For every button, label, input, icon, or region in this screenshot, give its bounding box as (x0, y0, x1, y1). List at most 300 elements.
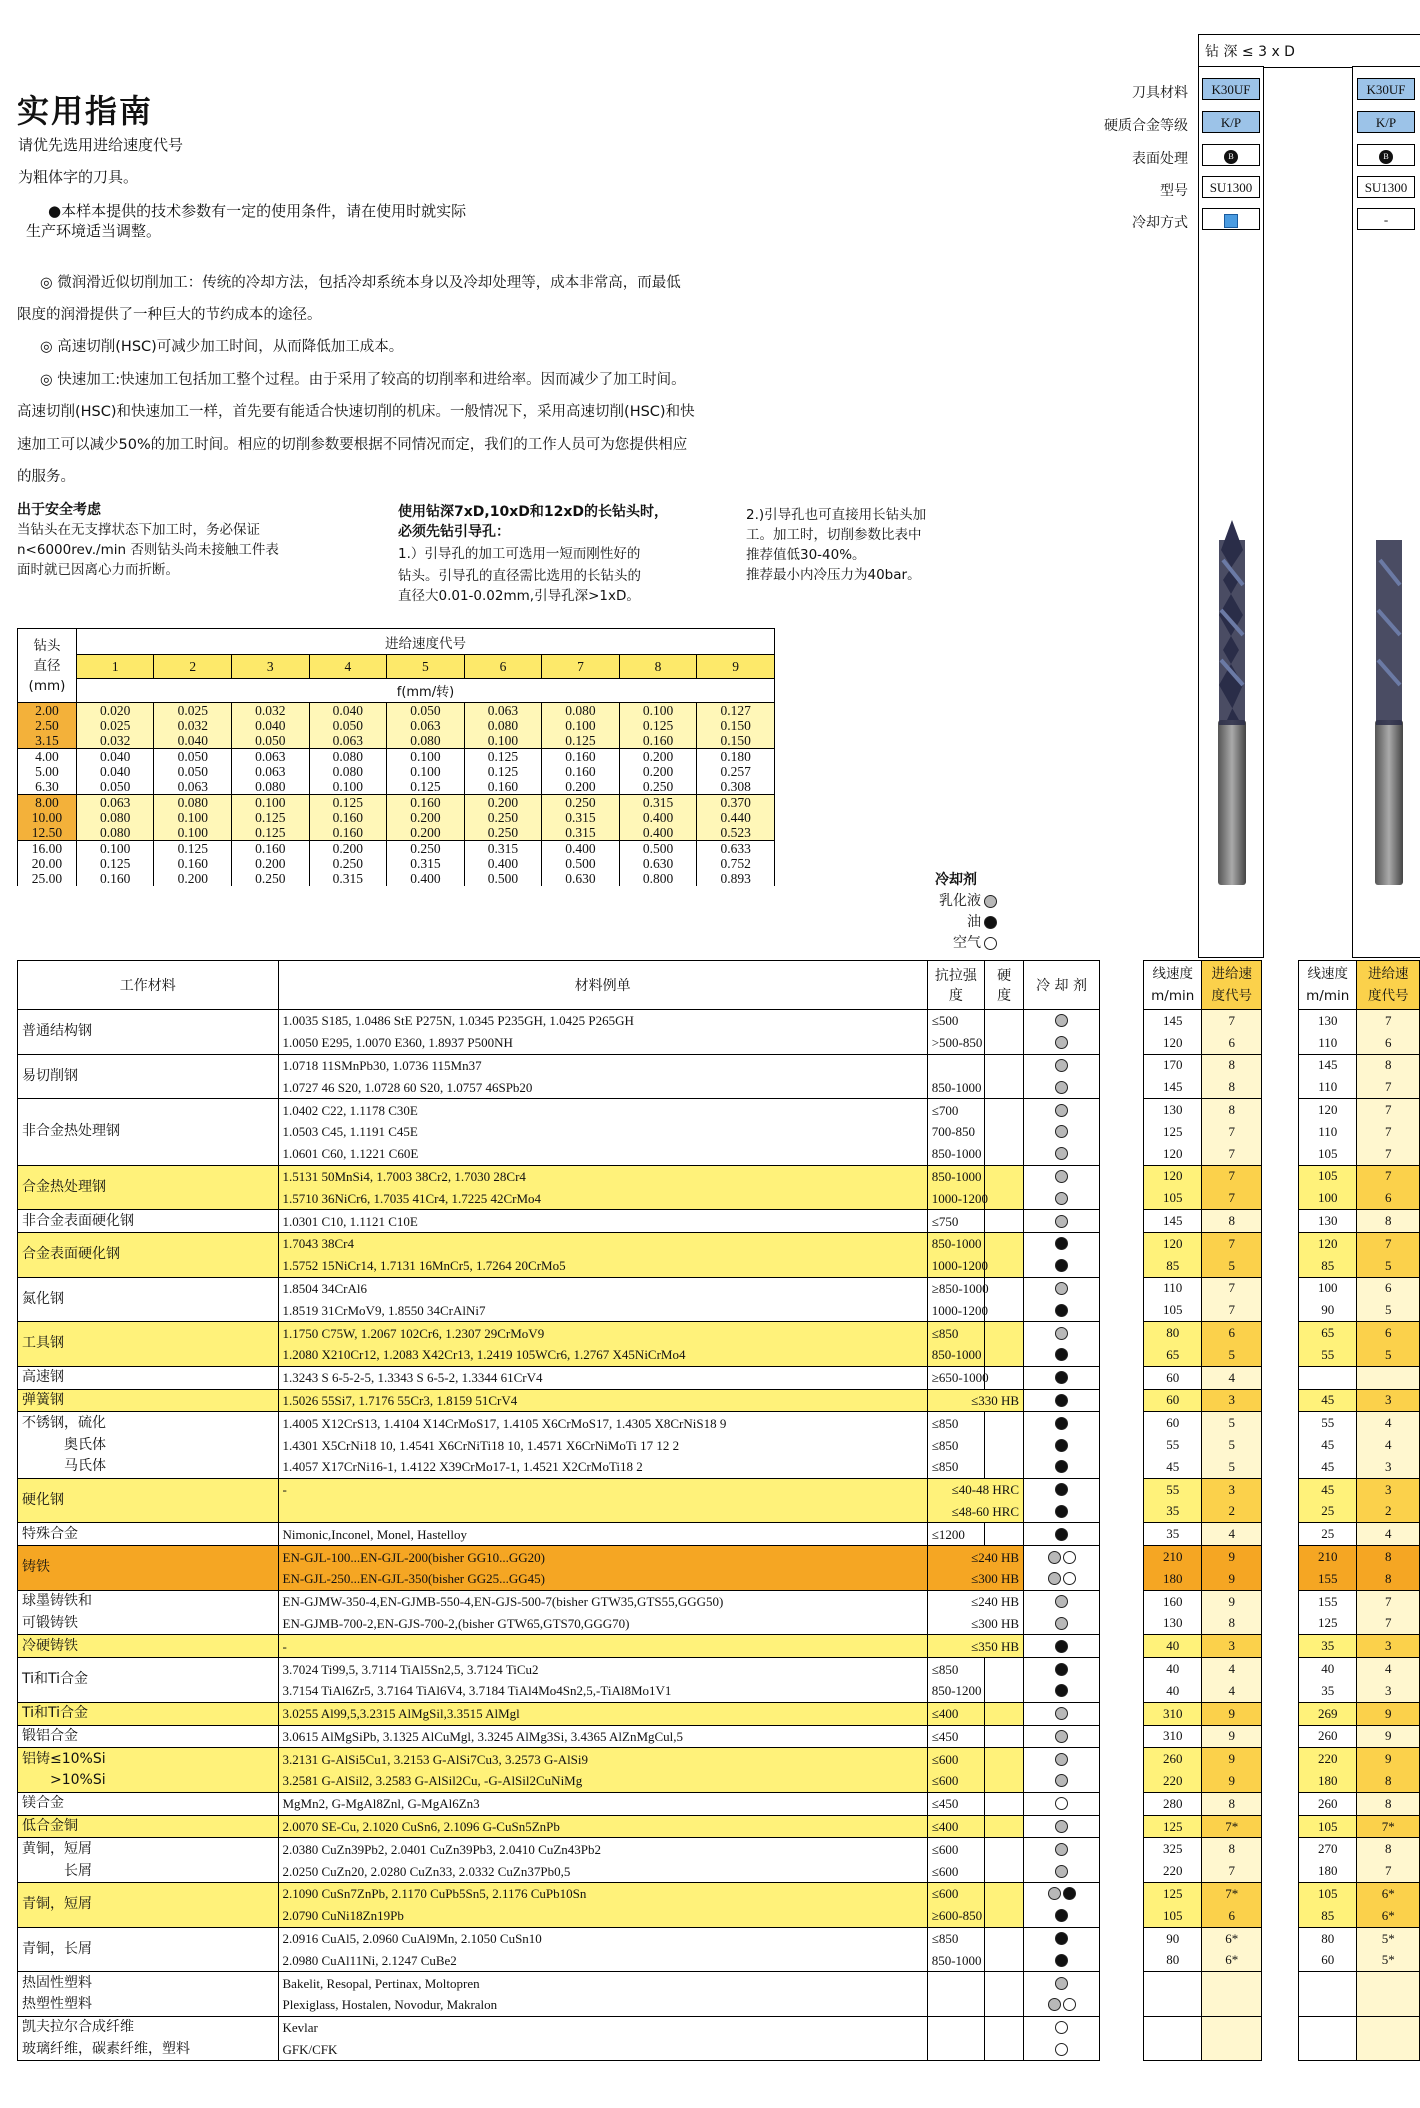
speed-row (1299, 1255, 1420, 1277)
feed-code: 5* (1357, 1949, 1420, 1971)
material-example: 2.0790 CuNi18Zn19Pb (278, 1905, 927, 1927)
material-name: 特殊合金 (18, 1523, 279, 1546)
feed-value-cell: 0.200 (619, 764, 697, 779)
coolant-symbols (1054, 1639, 1069, 1654)
tensile-strength: ≤450 (927, 1725, 984, 1748)
coolant-cell (1024, 2039, 1100, 2061)
speed-row (1144, 1972, 1262, 1994)
table-row (18, 1210, 1100, 1233)
material-name: 易切削钢 (18, 1054, 279, 1099)
cutting-speed: 130 (1299, 1010, 1357, 1032)
speed-row (1299, 1635, 1420, 1658)
hardness (985, 2016, 1024, 2038)
feed-value-cell: 0.630 (542, 871, 620, 886)
feed-code: 7 (1202, 1143, 1262, 1165)
feed-code: 9 (1202, 1568, 1262, 1590)
speed-row (1144, 2039, 1262, 2061)
hardness (985, 1680, 1024, 1702)
cutting-speed: 120 (1299, 1099, 1357, 1121)
hardness (985, 1412, 1024, 1434)
coolant-cell (1024, 1501, 1100, 1523)
feed-value-cell: 0.100 (619, 703, 697, 719)
feed-code: 7 (1357, 1860, 1420, 1882)
cutting-speed: 40 (1144, 1658, 1202, 1680)
feed-value-cell: 0.080 (232, 779, 310, 795)
col-header-coolant: 冷 却 剂 (1024, 961, 1100, 1010)
material-example: 1.5752 15NiCr14, 1.7131 16MnCr5, 1.7264 20CrMo5 (278, 1255, 927, 1277)
oil-dot-icon (1055, 1371, 1068, 1384)
material-name: 马氏体 (18, 1456, 279, 1478)
feed-value-cell: 0.160 (619, 733, 697, 749)
speed-header: 线速度 m/min (1144, 961, 1202, 1010)
coolant-cell (1024, 2016, 1100, 2038)
table-row (18, 1478, 1100, 1500)
tensile-strength: ≤850 (927, 1658, 984, 1680)
coolant-cell (1024, 1032, 1100, 1054)
speed-row (1144, 1523, 1262, 1546)
legend-oil: 油 (935, 912, 997, 933)
material-example: 1.0718 11SMnPb30, 1.0736 115Mn37 (278, 1054, 927, 1076)
feed-code: 7 (1202, 1232, 1262, 1254)
cutting-speed: 45 (1144, 1456, 1202, 1478)
speed-row (1299, 1838, 1420, 1860)
safety-title: 出于安全考虑 (17, 502, 101, 518)
cutting-speed: 105 (1144, 1299, 1202, 1321)
diameter-header: 钻头 直径 (mm) (18, 629, 77, 703)
speed-row (1299, 1322, 1420, 1344)
material-name: 锻铝合金 (18, 1725, 279, 1748)
feed-value-cell: 0.200 (464, 795, 542, 811)
cutting-speed: 80 (1144, 1322, 1202, 1344)
speed-row (1299, 1546, 1420, 1568)
speed-row (1299, 1590, 1420, 1612)
material-name: 合金表面硬化钢 (18, 1232, 279, 1277)
speed-row (1144, 1792, 1262, 1815)
feed-value-cell: 0.080 (76, 825, 154, 841)
coating-b-icon: B (1224, 150, 1238, 164)
feed-code (1357, 2016, 1420, 2038)
feed-code: 7 (1357, 1143, 1420, 1165)
coolant-cell (1024, 1770, 1100, 1792)
feed-value-cell: 0.200 (619, 749, 697, 765)
speed-row (1144, 1590, 1262, 1612)
speed-row (1144, 1456, 1262, 1478)
feed-code: 4 (1202, 1680, 1262, 1702)
speed-row (1299, 1434, 1420, 1456)
spec-label-material: 刀具材料 (1132, 85, 1188, 101)
diameter-cell: 20.00 (18, 856, 77, 871)
coolant-cell (1024, 1927, 1100, 1949)
emulsion-dot-icon (1048, 1998, 1061, 2011)
cutting-speed: 125 (1144, 1815, 1202, 1838)
feed-code: 7 (1357, 1590, 1420, 1612)
feed-value-cell: 0.250 (464, 825, 542, 841)
coolant-symbols (1054, 1303, 1069, 1318)
feed-code: 7 (1202, 1860, 1262, 1882)
feed-code: 3 (1202, 1635, 1262, 1658)
oil-dot-icon (1055, 1439, 1068, 1452)
coolant-symbols (1054, 1370, 1069, 1385)
table-row (18, 1860, 1100, 1882)
speed-row (1144, 1501, 1262, 1523)
speed-row (1144, 1366, 1262, 1389)
cutting-speed: 180 (1144, 1568, 1202, 1590)
speed-row (1299, 1076, 1420, 1098)
hardness (985, 1927, 1024, 1949)
cutting-speed: 105 (1299, 1883, 1357, 1905)
feed-value-cell: 0.080 (76, 810, 154, 825)
cutting-speed: 105 (1144, 1905, 1202, 1927)
feed-value-cell: 0.050 (76, 779, 154, 795)
feed-value-cell: 0.200 (309, 841, 387, 857)
feed-value-cell: 0.250 (309, 856, 387, 871)
feed-code: 6 (1357, 1187, 1420, 1209)
material-example: - (278, 1478, 927, 1500)
feed-value-cell: 0.080 (387, 733, 465, 749)
speed-row (1144, 1389, 1262, 1412)
feed-row (18, 749, 775, 765)
feed-value-cell: 0.308 (697, 779, 775, 795)
table-row (18, 1434, 1100, 1456)
oil-dot-icon (1055, 1932, 1068, 1945)
speed-row (1299, 1010, 1420, 1032)
speed-row (1144, 1210, 1262, 1233)
col-header-hardness: 硬 度 (985, 961, 1024, 1010)
coolant-symbols (1054, 1058, 1069, 1073)
speed-row (1144, 1927, 1262, 1949)
material-example: 1.5710 36NiCr6, 1.7035 41Cr4, 1.7225 42CrMo4 (278, 1187, 927, 1209)
speed-row (1144, 1076, 1262, 1098)
col1-material: K30UF (1202, 78, 1260, 100)
tensile-strength: 1000-1200 (927, 1299, 984, 1321)
cutting-speed (1144, 2039, 1202, 2061)
feed-value-cell: 0.080 (464, 718, 542, 733)
material-example: 2.1090 CuSn7ZnPb, 2.1170 CuPb5Sn5, 2.1176 CuPb10Sn (278, 1883, 927, 1905)
feed-code (1357, 2039, 1420, 2061)
feed-code: 6 (1357, 1322, 1420, 1344)
tensile-strength: ≤850 (927, 1412, 984, 1434)
feed-code: 3 (1357, 1680, 1420, 1702)
table-row (18, 1658, 1100, 1680)
speed-row (1299, 1792, 1420, 1815)
material-name: 铸铁 (18, 1546, 279, 1591)
notice-line: 生产环境适当调整。 (26, 222, 162, 240)
coolant-symbols (1054, 1459, 1069, 1474)
table-row (18, 1613, 1100, 1635)
cutting-speed: 40 (1299, 1658, 1357, 1680)
material-example: 1.4057 X17CrNi16-1, 1.4122 X39CrMo17-1, 1.4521 X2CrMoTi18 2 (278, 1456, 927, 1478)
hardness (985, 1748, 1024, 1770)
table-row (18, 1590, 1100, 1612)
feed-value-cell: 0.100 (387, 764, 465, 779)
emulsion-dot-icon (1055, 1820, 1068, 1833)
emulsion-dot-icon (1055, 1730, 1068, 1743)
feed-code: 2 (1202, 1501, 1262, 1523)
feed-value-cell: 0.315 (309, 871, 387, 886)
tensile-strength: ≤850 (927, 1456, 984, 1478)
diameter-cell: 8.00 (18, 795, 77, 811)
material-example (278, 1501, 927, 1523)
oil-dot-icon (1055, 1505, 1068, 1518)
coolant-legend (935, 870, 997, 954)
feed-value-cell: 0.500 (619, 841, 697, 857)
material-example: 2.0070 SE-Cu, 2.1020 CuSn6, 2.1096 G-CuSn5ZnPb (278, 1815, 927, 1838)
table-row (18, 1546, 1100, 1568)
feed-value-cell: 0.040 (154, 733, 232, 749)
speed-row (1144, 1658, 1262, 1680)
coolant-cell (1024, 1635, 1100, 1658)
feed-value-cell: 0.500 (464, 871, 542, 886)
table-row (18, 1054, 1100, 1076)
long-drill-text: 1.）引导孔的加工可选用一短而刚性好的 (398, 546, 641, 562)
col-header-material: 工作材料 (18, 961, 279, 1010)
feed-value-cell: 0.063 (387, 718, 465, 733)
feed-value-cell: 0.400 (387, 871, 465, 886)
cutting-speed: 220 (1144, 1770, 1202, 1792)
coolant-symbols (1054, 1169, 1069, 1184)
feed-value-cell: 0.160 (76, 871, 154, 886)
table-row (18, 1725, 1100, 1748)
cutting-speed (1144, 2016, 1202, 2038)
speed-row (1144, 1187, 1262, 1209)
feed-value-cell: 0.050 (154, 764, 232, 779)
material-example: 1.5026 55Si7, 1.7176 55Cr3, 1.8159 51CrV4 (278, 1389, 927, 1412)
coolant-cell (1024, 1815, 1100, 1838)
speed-row (1299, 1905, 1420, 1927)
feed-value-cell: 0.032 (76, 733, 154, 749)
coolant-symbols (1054, 1953, 1069, 1968)
material-example: 3.7154 TiAl6Zr5, 3.7164 TiAl6V4, 3.7184 TiAl4Mo4Sn2,5,-TiAl8Mo1V1 (278, 1680, 927, 1702)
material-name: 奥氏体 (18, 1434, 279, 1456)
feed-value-cell: 0.032 (232, 703, 310, 719)
cutting-speed: 180 (1299, 1860, 1357, 1882)
feed-code: 7 (1202, 1299, 1262, 1321)
coolant-symbols (1054, 1976, 1069, 1991)
feed-code: 7* (1202, 1815, 1262, 1838)
feed-row (18, 703, 775, 719)
paragraph-line: ◎ 高速切削(HSC)可减少加工时间，从而降低加工成本。 (40, 339, 404, 355)
coolant-symbols (1047, 1997, 1077, 2012)
material-table (17, 960, 1100, 2061)
coolant-cell (1024, 1299, 1100, 1321)
tensile-strength: ≥850-1000 (927, 1277, 984, 1299)
feed-code: 4 (1357, 1658, 1420, 1680)
tensile-strength (927, 1994, 984, 2016)
long-drill-note (398, 502, 668, 606)
coolant-cell (1024, 1434, 1100, 1456)
material-example: 1.4301 X5CrNi18 10, 1.4541 X6CrNiTi18 10, 1.4571 X6CrNiMoTi 17 12 2 (278, 1434, 927, 1456)
hardness (985, 1255, 1024, 1277)
coolant-symbols (1054, 1482, 1069, 1497)
oil-dot-icon (1055, 1348, 1068, 1361)
cutting-speed (1299, 1972, 1357, 1994)
feed-code: 5 (1357, 1299, 1420, 1321)
material-name: 热塑性塑料 (18, 1994, 279, 2016)
hardness (985, 2039, 1024, 2061)
coolant-symbols (1054, 1662, 1069, 1677)
speed-row (1299, 1032, 1420, 1054)
cutting-speed: 145 (1144, 1010, 1202, 1032)
coolant-cell (1024, 1478, 1100, 1500)
cutting-speed: 155 (1299, 1590, 1357, 1612)
feed-value-cell: 0.125 (387, 779, 465, 795)
oil-dot-icon (1055, 1483, 1068, 1496)
diameter-cell: 2.50 (18, 718, 77, 733)
feed-code: 9 (1202, 1725, 1262, 1748)
feed-value-cell: 0.315 (542, 810, 620, 825)
coolant-cell (1024, 1143, 1100, 1165)
speed-row (1299, 1725, 1420, 1748)
feed-value-cell: 0.100 (76, 841, 154, 857)
spec-label-cooling: 冷却方式 (1132, 215, 1188, 231)
feed-value-cell: 0.050 (309, 718, 387, 733)
tensile-strength: ≤850 (927, 1322, 984, 1344)
cutting-speed: 35 (1144, 1523, 1202, 1546)
feed-code: 9 (1202, 1770, 1262, 1792)
coolant-symbols (1054, 1683, 1069, 1698)
feed-row (18, 856, 775, 871)
tensile-strength: ≤40-48 HRC (927, 1478, 1023, 1500)
material-example: 1.7043 38Cr4 (278, 1232, 927, 1254)
coolant-symbols (1054, 1729, 1069, 1744)
feed-value-cell: 0.250 (619, 779, 697, 795)
coolant-cell (1024, 1366, 1100, 1389)
material-example: EN-GJL-250...EN-GJL-350(bisher GG25...GG45) (278, 1568, 927, 1590)
feed-value-cell: 0.050 (154, 749, 232, 765)
cutting-speed: 105 (1299, 1815, 1357, 1838)
drill-image (1205, 520, 1259, 890)
material-example: 3.2581 G-AlSil2, 3.2583 G-AlSil2Cu, -G-AlSil2CuNiMg (278, 1770, 927, 1792)
feed-value-cell: 0.200 (232, 856, 310, 871)
diameter-cell: 16.00 (18, 841, 77, 857)
feed-code: 5* (1357, 1927, 1420, 1949)
cutting-speed: 110 (1299, 1032, 1357, 1054)
emulsion-dot-icon (1055, 1617, 1068, 1630)
cutting-speed: 80 (1144, 1949, 1202, 1971)
table-row (18, 1389, 1100, 1412)
coolant-symbols (1054, 1504, 1069, 1519)
material-name: Ti和Ti合金 (18, 1658, 279, 1703)
material-example: 1.8519 31CrMoV9, 1.8550 34CrAlNi7 (278, 1299, 927, 1321)
drill-depth-box (1198, 34, 1420, 68)
feed-value-cell: 0.150 (697, 733, 775, 749)
speed-row (1299, 1613, 1420, 1635)
feed-code: 4 (1357, 1523, 1420, 1546)
feed-code: 7 (1357, 1121, 1420, 1143)
emulsion-dot-icon (1048, 1572, 1061, 1585)
feed-value-cell: 0.125 (76, 856, 154, 871)
speed-row (1144, 1165, 1262, 1187)
emulsion-dot-icon (1055, 1753, 1068, 1766)
speed-row (1299, 1277, 1420, 1299)
tensile-strength: 850-1000 (927, 1165, 984, 1187)
drill-depth-label: 钻 深 ≤ 3 x D (1205, 44, 1295, 60)
tensile-strength: ≤1200 (927, 1523, 984, 1546)
cutting-speed: 325 (1144, 1838, 1202, 1860)
speed-row (1144, 1010, 1262, 1032)
paragraph-line: 高速切削(HSC)和快速加工一样，首先要有能适合快速切削的机床。一般情况下，采用高速切削(HSC)和快 (17, 404, 695, 420)
material-name: 热固性塑料 (18, 1972, 279, 1994)
feed-value-cell: 0.020 (76, 703, 154, 719)
coolant-symbols (1054, 1013, 1069, 1028)
feed-unit: f(mm/转) (76, 679, 774, 703)
feed-value-cell: 0.100 (232, 795, 310, 811)
coolant-symbols (1054, 1706, 1069, 1721)
speed-row (1299, 1478, 1420, 1500)
coolant-symbols (1047, 1886, 1077, 1901)
feed-code: 9 (1357, 1748, 1420, 1770)
table-row (18, 1456, 1100, 1478)
tensile-strength: 1000-1200 (927, 1187, 984, 1209)
feed-value-cell: 0.080 (542, 703, 620, 719)
material-example: 3.0615 AlMgSiPb, 3.1325 AlCuMgl, 3.3245 AlMg3Si, 3.4365 AlZnMgCul,5 (278, 1725, 927, 1748)
cutting-speed: 269 (1299, 1702, 1357, 1725)
speed-table-2 (1298, 960, 1420, 2061)
speed-row (1144, 1032, 1262, 1054)
tensile-strength: 850-1000 (927, 1143, 984, 1165)
emulsion-dot-icon (1055, 1327, 1068, 1340)
table-row (18, 2016, 1100, 2038)
cutting-speed: 120 (1144, 1165, 1202, 1187)
cutting-speed: 25 (1299, 1501, 1357, 1523)
coolant-symbols (1054, 1773, 1069, 1788)
speed-row (1299, 1702, 1420, 1725)
emulsion-dot-icon (1055, 1595, 1068, 1608)
feed-code: 4 (1202, 1366, 1262, 1389)
feed-value-cell: 0.125 (464, 749, 542, 765)
coolant-symbols (1054, 1931, 1069, 1946)
material-example: 1.3243 S 6-5-2-5, 1.3343 S 6-5-2, 1.3344 61CrV4 (278, 1366, 927, 1389)
coolant-symbols (1054, 1326, 1069, 1341)
speed-row (1144, 1613, 1262, 1635)
material-name: 合金热处理钢 (18, 1165, 279, 1210)
material-example: 1.0402 C22, 1.1178 C30E (278, 1099, 927, 1121)
air-dot-icon (1063, 1551, 1076, 1564)
feed-value-cell: 0.050 (387, 703, 465, 719)
emulsion-dot-icon (1055, 1170, 1068, 1183)
table-row (18, 1994, 1100, 2016)
feed-value-cell: 0.523 (697, 825, 775, 841)
material-example: 1.0050 E295, 1.0070 E360, 1.8937 P500NH (278, 1032, 927, 1054)
emulsion-dot-icon (1055, 1036, 1068, 1049)
cutting-speed: 65 (1299, 1322, 1357, 1344)
table-row (18, 1972, 1100, 1994)
feed-code-9: 9 (697, 655, 775, 679)
feed-row (18, 841, 775, 857)
speed-row (1144, 2016, 1262, 2038)
coolant-cell (1024, 1725, 1100, 1748)
coolant-cell (1024, 1613, 1100, 1635)
feed-value-cell: 0.150 (697, 718, 775, 733)
material-example: MgMn2, G-MgAl8Znl, G-MgAl6Zn3 (278, 1792, 927, 1815)
coolant-symbols (1054, 1393, 1069, 1408)
material-name: 球墨铸铁和 (18, 1590, 279, 1612)
diameter-cell: 2.00 (18, 703, 77, 719)
feed-code (1202, 2016, 1262, 2038)
feed-code: 7 (1357, 1165, 1420, 1187)
coolant-cell (1024, 1121, 1100, 1143)
hardness (985, 1099, 1024, 1121)
coolant-symbols (1047, 1550, 1077, 1565)
coolant-cell (1024, 1994, 1100, 2016)
feed-code: 5 (1202, 1456, 1262, 1478)
feed-code: 8 (1202, 1613, 1262, 1635)
hardness (985, 1165, 1024, 1187)
cutting-speed: 280 (1144, 1792, 1202, 1815)
table-row (18, 1883, 1100, 1905)
oil-dot-icon (1055, 1417, 1068, 1430)
table-row (18, 1099, 1100, 1121)
